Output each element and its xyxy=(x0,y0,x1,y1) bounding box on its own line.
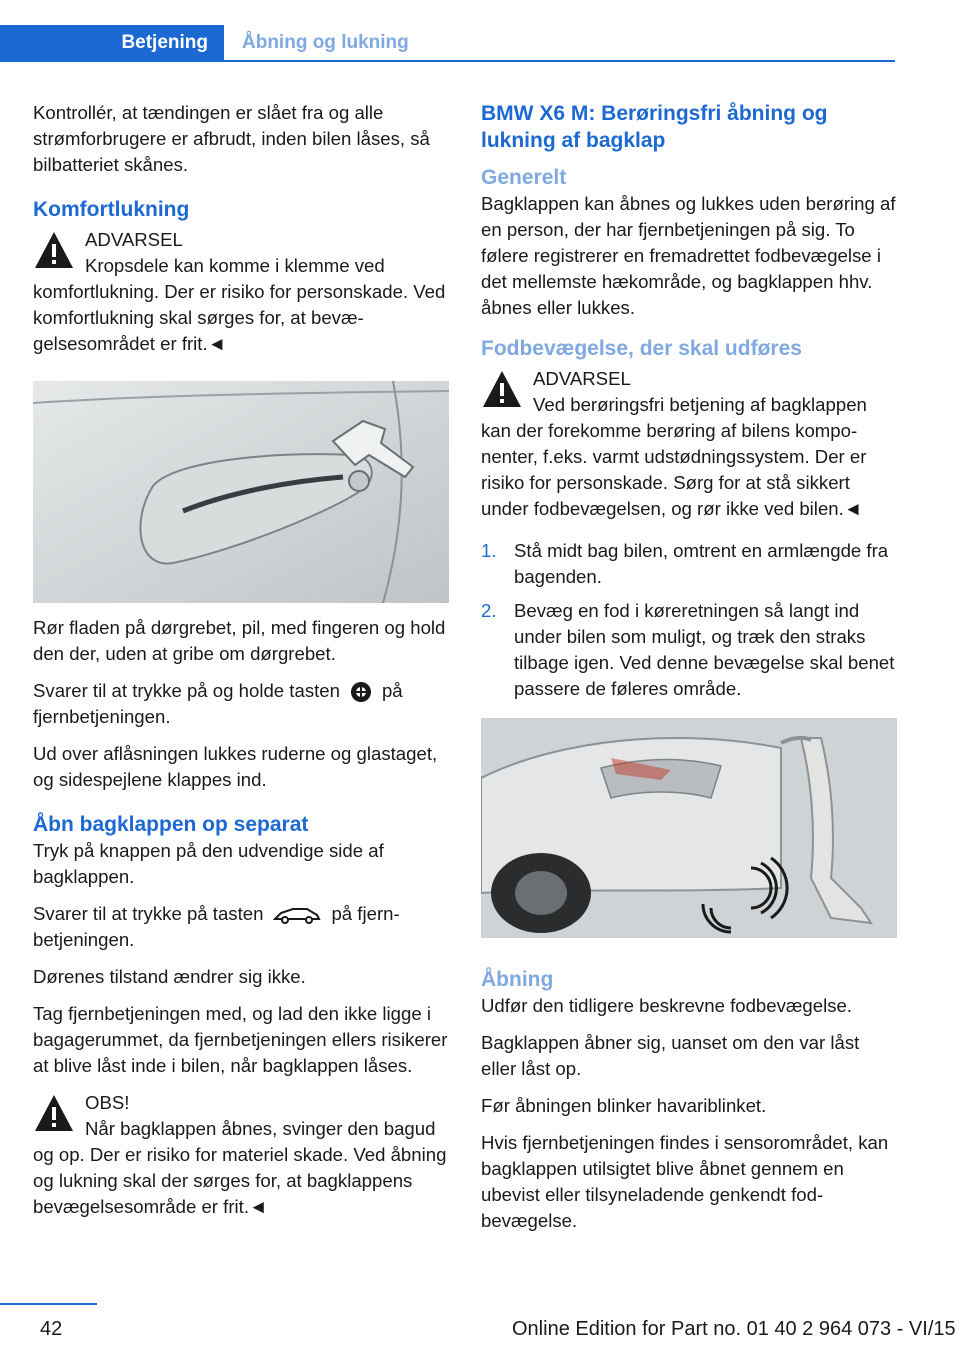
separate-p1: Tryk på knappen på den udvendige side af bagklappen. xyxy=(33,840,384,887)
step-text: Bevæg en fod i køreretningen så langt ind under bilen som muligt, og træk den straks tilbage igen. Ved denne bevægelse skal benet passere de føleres område. xyxy=(514,600,895,699)
warning-box-comfort xyxy=(33,227,449,357)
edition-info: Online Edition for Part no. 01 40 2 964 073 - VI/15 xyxy=(512,1318,956,1340)
section-tab-betjening[interactable]: Betjening xyxy=(0,25,224,61)
heading-foot-movement: Fodbevægelse, der skal udføres xyxy=(481,337,802,360)
warning-box-foot xyxy=(481,366,897,522)
door-handle-image xyxy=(33,381,449,603)
step-number: 2. xyxy=(481,600,497,621)
lock-button-icon xyxy=(350,681,372,703)
list-item xyxy=(481,538,897,590)
warning-title: OBS! xyxy=(85,1092,130,1113)
step-number: 1. xyxy=(481,540,497,561)
header-divider xyxy=(0,60,895,62)
warning-text: Kropsdele kan komme i klemme ved komfortlukning. Der er risiko for personskade. Ved komfortlukning skal sørges for, at bevægelsesområdet er frit.◄ xyxy=(33,255,446,354)
warning-text: Ved berøringsfri betjening af bagklappen kan der forekomme berøring af bilens komponenter, f.eks. varmt udstødningssystem. Der er risiko for personskade. Sørg for at stå sikkert under fodbevægelsen, og rør ikke ved bilen.◄ xyxy=(481,394,867,519)
section-tab-abning-og-lukning[interactable]: Åbning og lukning xyxy=(242,32,409,53)
step-text: Stå midt bag bilen, omtrent en armlængde fra bagenden. xyxy=(514,540,889,587)
door-remote-note xyxy=(33,678,449,730)
intro-paragraph: Kontrollér, at tændingen er slået fra og alle strømforbrugere er afbrudt, inden bilen låses, så bilbatteriet skånes. xyxy=(33,102,430,175)
opening-p4: Hvis fjernbetjeningen findes i sensorområdet, kan bagklappen utilsigtet blive åbnet gennem en ubevist eller tilsyneladende genkendt fodbevægelse. xyxy=(481,1132,889,1231)
warning-icon xyxy=(481,368,523,410)
separate-p4: Tag fjernbetjeningen med, og lad den ikke ligge i bagagerummet, da fjernbetjeningen ellers risikerer at blive låst inde i bilen, når bagklappen låses. xyxy=(33,1003,448,1076)
warning-icon xyxy=(33,1092,75,1134)
opening-p2: Bagklappen åbner sig, uanset om den var låst eller låst op. xyxy=(481,1032,860,1079)
opening-p3: Før åbningen blinker havariblinket. xyxy=(481,1095,767,1116)
warning-text: Når bagklappen åbnes, svinger den bagud og op. Der er risiko for materiel skade. Ved åbning og lukning skal der sørges for, at bagklappens bevægelsesområde er frit.◄ xyxy=(33,1118,447,1217)
heading-separate-tailgate: Åbn bagklappen op separat xyxy=(33,813,309,836)
opening-p1: Udfør den tidligere beskrevne fodbevægelse. xyxy=(481,995,853,1016)
page-number: 42 xyxy=(40,1318,63,1340)
right-column xyxy=(481,100,897,1245)
heading-komfortlukning: Komfortlukning xyxy=(33,198,190,221)
warning-title: ADVARSEL xyxy=(85,229,183,250)
separate-p2-b: på fjernbetjeningen. xyxy=(33,903,400,950)
warning-title: ADVARSEL xyxy=(533,368,631,389)
warning-icon xyxy=(33,229,75,271)
heading-abning: Åbning xyxy=(481,968,554,991)
separate-p2 xyxy=(33,901,449,953)
heading-x6m-handsfree: BMW X6 M: Berøringsfri åbning og lukning af bagklap xyxy=(481,102,828,152)
steps-list xyxy=(481,538,897,702)
separate-p3: Dørenes tilstand ændrer sig ikke. xyxy=(33,966,306,987)
general-text: Bagklappen kan åbnes og lukkes uden berøring af en person, der har fjernbetjeningen på sig. To følere registrerer en fremadrettet fodbevægelse i det mellemste hækområde, og bagklappen hhv. åbnes eller lukkes. xyxy=(481,193,896,318)
footer-divider xyxy=(0,1303,97,1305)
page-header xyxy=(0,0,960,62)
warning-box-tailgate xyxy=(33,1090,449,1220)
door-extra-info: Ud over aflåsningen lukkes ruderne og glastaget, og sidespejlene klappes ind. xyxy=(33,743,438,790)
list-item xyxy=(481,598,897,702)
door-remote-note-a: Svarer til at trykke på og holde tasten xyxy=(33,680,340,701)
door-remote-note-b: på fjernbetjeningen. xyxy=(33,680,403,727)
heading-generelt: Generelt xyxy=(481,166,567,189)
separate-p2-a: Svarer til at trykke på tasten xyxy=(33,903,264,924)
left-column xyxy=(33,100,449,1220)
door-instruction: Rør fladen på dørgrebet, pil, med fingeren og hold den der, uden at gribe om dørgrebet. xyxy=(33,617,446,664)
tailgate-foot-image xyxy=(481,718,897,938)
car-tailgate-icon xyxy=(273,905,321,925)
